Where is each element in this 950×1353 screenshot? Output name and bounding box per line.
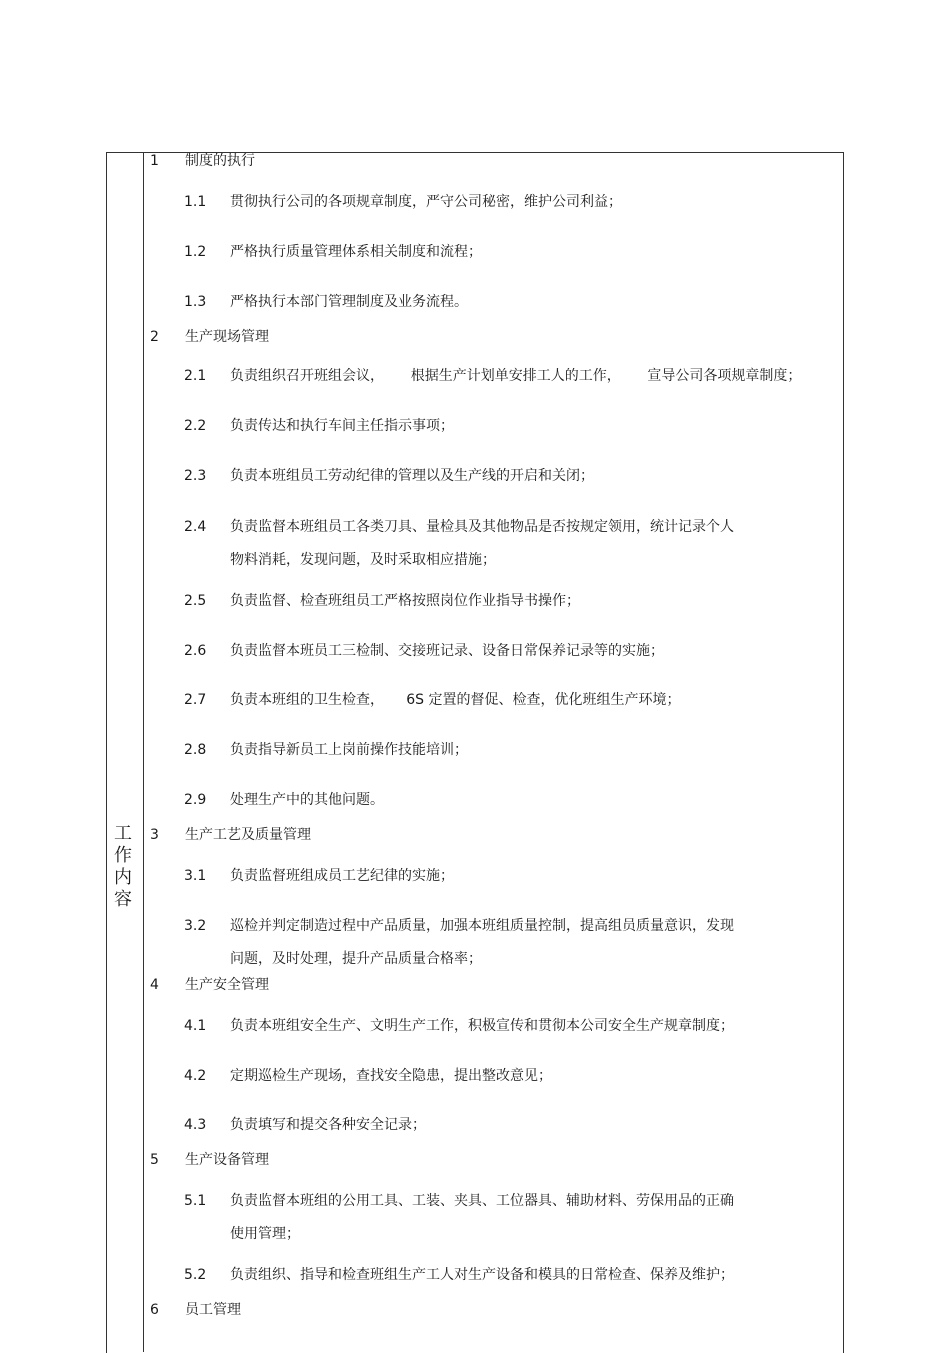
item-number: 2.8 [184,742,207,758]
item-number: 5.1 [184,1193,207,1209]
item-text: 贯彻执行公司的各项规章制度，严守公司秘密，维护公司利益； [230,194,622,210]
label-char: 工 [114,823,132,844]
item-text: 严格执行本部门管理制度及业务流程。 [230,294,468,310]
item-text: 物料消耗，发现问题，及时采取相应措施； [230,552,496,568]
item-text: 生产现场管理 [185,329,269,345]
item-text: 处理生产中的其他问题。 [230,792,384,808]
item-text: 负责监督班组成员工艺纪律的实施； [230,868,454,884]
item-number: 2.1 [184,368,207,384]
label-char: 容 [114,889,132,910]
item-text: 负责本班组的卫生检查， 6S 定置的督促、检查，优化班组生产环境； [230,692,681,708]
item-text: 员工管理 [185,1302,241,1318]
item-text: 生产安全管理 [185,977,269,993]
item-number: 4.2 [184,1068,207,1084]
item-number: 3.2 [184,918,207,934]
item-text: 生产设备管理 [185,1152,269,1168]
item-text: 制度的执行 [185,153,255,169]
item-number: 4 [150,977,159,993]
item-text: 负责传达和执行车间主任指示事项； [230,418,454,434]
item-number: 1.1 [184,194,207,210]
item-text: 负责监督、检查班组员工严格按照岗位作业指导书操作； [230,593,580,609]
item-number: 4.3 [184,1117,207,1133]
item-number: 2.6 [184,643,207,659]
item-text: 负责监督本班组员工各类刀具、量检具及其他物品是否按规定领用，统计记录个人 [230,519,734,535]
item-number: 4.1 [184,1018,207,1034]
item-text: 问题，及时处理，提升产品质量合格率； [230,951,482,967]
item-number: 2.2 [184,418,207,434]
work-content-label [110,823,136,911]
label-char: 内 [114,867,132,888]
item-number: 3.1 [184,868,207,884]
item-number: 2 [150,329,159,345]
item-number: 2.4 [184,519,207,535]
item-text: 负责监督本班员工三检制、交接班记录、设备日常保养记录等的实施； [230,643,664,659]
item-text: 负责监督本班组的公用工具、工装、夹具、工位器具、辅助材料、劳保用品的正确 [230,1193,734,1209]
item-number: 2.5 [184,593,207,609]
item-text: 巡检并判定制造过程中产品质量，加强本班组质量控制，提高组员质量意识，发现 [230,918,734,934]
label-char: 作 [114,845,132,866]
item-text: 使用管理； [230,1226,300,1242]
item-number: 1.2 [184,244,207,260]
item-text: 负责填写和提交各种安全记录； [230,1117,426,1133]
item-number: 2.7 [184,692,207,708]
item-text: 生产工艺及质量管理 [185,827,311,843]
item-number: 5 [150,1152,159,1168]
item-number: 1.3 [184,294,207,310]
item-text: 负责组织召开班组会议， 根据生产计划单安排工人的工作， 宣导公司各项规章制度； [230,368,802,384]
item-number: 2.3 [184,468,207,484]
item-number: 1 [150,153,159,169]
item-text: 负责指导新员工上岗前操作技能培训； [230,742,468,758]
item-text: 负责本班组安全生产、文明生产工作，积极宣传和贯彻本公司安全生产规章制度； [230,1018,734,1034]
column-divider [143,152,144,1352]
item-number: 2.9 [184,792,207,808]
item-number: 6 [150,1302,159,1318]
item-number: 5.2 [184,1267,207,1283]
item-text: 定期巡检生产现场，查找安全隐患，提出整改意见； [230,1068,552,1084]
item-text: 负责组织、指导和检查班组生产工人对生产设备和模具的日常检查、保养及维护； [230,1267,734,1283]
item-text: 严格执行质量管理体系相关制度和流程； [230,244,482,260]
item-text: 负责本班组员工劳动纪律的管理以及生产线的开启和关闭； [230,468,594,484]
item-number: 3 [150,827,159,843]
